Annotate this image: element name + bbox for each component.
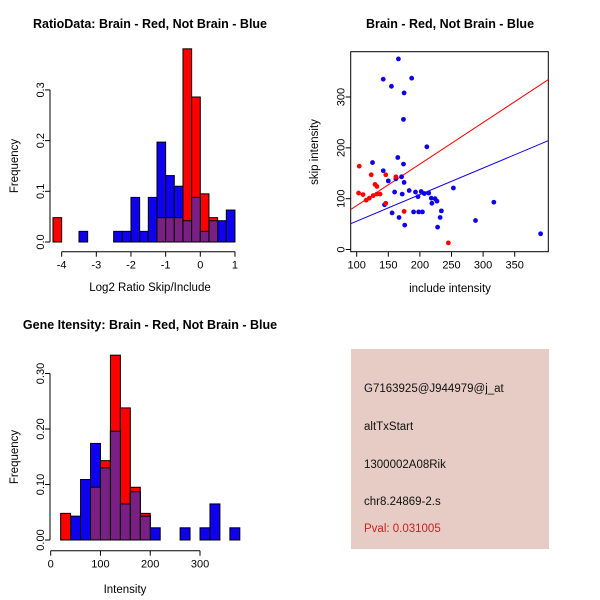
data-point — [473, 218, 478, 223]
x-tick-label: -4 — [56, 259, 67, 272]
y-tick-label: 0.2 — [34, 132, 47, 149]
data-point — [409, 76, 414, 81]
plot-box — [351, 52, 549, 252]
y-tick-label: 0.0 — [34, 234, 47, 250]
hist-bar-red — [61, 513, 71, 540]
data-point — [430, 201, 435, 206]
x-tick-label: 300 — [190, 558, 210, 571]
hist_ratio-bars — [53, 49, 235, 242]
data-point — [357, 164, 362, 169]
data-point — [422, 191, 427, 196]
hist-bar-overlap — [174, 218, 183, 242]
scatter-xlabel: include intensity — [409, 283, 491, 295]
hist-bar-blue — [81, 480, 91, 540]
y-tick-label: 200 — [335, 138, 348, 158]
y-tick-label: 0.10 — [34, 473, 47, 496]
data-point — [402, 223, 407, 228]
data-point — [491, 200, 496, 205]
data-point — [390, 211, 395, 216]
data-point — [401, 117, 406, 122]
data-point — [435, 225, 440, 230]
data-point — [401, 162, 406, 167]
data-point — [435, 199, 440, 204]
hist-gene-ylabel: Frequency — [9, 429, 21, 485]
x-tick-label: 0 — [197, 259, 204, 272]
data-point — [381, 77, 386, 82]
probe-id-text: G7163925@J944979@j_at — [364, 383, 504, 395]
hist-bar-overlap — [120, 504, 130, 540]
data-point — [402, 209, 407, 214]
data-point — [393, 174, 398, 179]
data-point — [439, 208, 444, 213]
event-type-text: altTxStart — [364, 421, 414, 433]
hist-ratio-title: RatioData: Brain - Red, Not Brain - Blue — [32, 17, 268, 31]
data-point — [375, 184, 380, 189]
data-point — [538, 231, 543, 236]
hist-bar-overlap — [130, 492, 140, 540]
data-point — [392, 190, 397, 195]
hist-bar-blue — [150, 528, 160, 540]
x-tick-label: 250 — [442, 259, 461, 272]
hist-bar-blue — [218, 221, 227, 242]
hist-bar-overlap — [100, 468, 110, 540]
hist_gene-plot — [35, 355, 240, 571]
hist-bar-blue — [122, 231, 131, 242]
hist-bar-blue — [140, 231, 149, 242]
scatter_intensity-plot — [336, 52, 549, 272]
scatter-title: Brain - Red, Not Brain - Blue — [365, 17, 535, 31]
hist-bar-overlap — [209, 221, 218, 242]
data-point — [395, 155, 400, 160]
hist-bar-overlap — [157, 218, 166, 242]
data-point — [381, 168, 386, 173]
data-point — [356, 191, 361, 196]
data-point — [402, 180, 407, 185]
hist-bar-red — [183, 49, 192, 242]
scatter-points-blue — [370, 56, 543, 236]
hist_gene-bars — [61, 355, 240, 540]
x-tick-label: 350 — [505, 259, 524, 272]
hist-bar-overlap — [200, 231, 209, 242]
y-tick-label: 0 — [335, 246, 348, 253]
hist-bar-overlap — [166, 218, 175, 242]
hist-bar-blue — [226, 210, 235, 242]
x-tick-label: -1 — [160, 259, 171, 272]
data-point — [383, 172, 388, 177]
data-point — [424, 144, 429, 149]
data-point — [361, 192, 366, 197]
x-tick-label: -3 — [91, 259, 102, 272]
hist-ratio-xlabel: Log2 Ratio Skip/Include — [89, 282, 211, 294]
data-point — [399, 174, 404, 179]
data-point — [402, 91, 407, 96]
y-tick-label: 0.3 — [34, 82, 47, 98]
x-tick-label: 300 — [473, 259, 493, 272]
hist-ratio-ylabel: Frequency — [9, 138, 21, 194]
x-tick-label: 100 — [91, 558, 110, 571]
x-tick-label: 200 — [410, 259, 430, 272]
fit-line-red — [351, 80, 548, 210]
data-point — [407, 188, 412, 193]
x-tick-label: 200 — [141, 558, 160, 571]
hist-bar-overlap — [183, 221, 192, 242]
hist-bar-blue — [210, 504, 220, 540]
hist-bar-blue — [79, 231, 88, 242]
hist-gene-xlabel: Intensity — [103, 584, 147, 596]
data-point — [416, 194, 421, 199]
data-point — [396, 56, 401, 61]
hist-bar-overlap — [110, 431, 120, 540]
y-tick-label: 300 — [335, 87, 348, 107]
y-tick-label: 0.20 — [34, 418, 47, 440]
data-point — [370, 160, 375, 165]
y-tick-label: 100 — [335, 189, 348, 208]
data-point — [383, 201, 388, 206]
data-point — [378, 192, 383, 197]
gene-info-panel — [351, 349, 549, 549]
hist-bar-blue — [180, 528, 190, 540]
y-tick-label: 0.00 — [34, 529, 47, 551]
hist_ratio-plot — [35, 49, 238, 272]
data-point — [420, 209, 425, 214]
pval-text: Pval: 0.031005 — [364, 523, 441, 535]
hist-bar-blue — [71, 516, 81, 540]
hist-bar-blue — [230, 528, 240, 540]
data-point — [386, 178, 391, 183]
location-text: chr8.24869-2.s — [364, 496, 441, 508]
hist-bar-blue — [131, 197, 140, 242]
data-point — [397, 215, 402, 220]
x-tick-label: 1 — [231, 259, 239, 272]
data-point — [426, 191, 431, 196]
hist-bar-blue — [148, 197, 157, 242]
hist-bar-overlap — [91, 487, 101, 540]
data-point — [438, 215, 443, 220]
x-tick-label: 100 — [347, 259, 366, 272]
data-point — [369, 172, 374, 177]
gene-name-text: 1300002A08Rik — [364, 459, 446, 471]
hist-bar-blue — [200, 528, 210, 540]
data-point — [400, 192, 405, 197]
hist-bar-overlap — [192, 197, 201, 242]
data-point — [413, 190, 418, 195]
data-point — [389, 84, 394, 89]
x-tick-label: -2 — [126, 259, 136, 272]
hist-bar-overlap — [140, 516, 150, 540]
data-point — [411, 209, 416, 214]
data-point — [451, 186, 456, 191]
x-tick-label: 150 — [379, 259, 398, 272]
fit-line-blue — [351, 141, 548, 224]
data-point — [446, 240, 451, 245]
scatter-ylabel: skip intensity — [309, 119, 321, 185]
y-tick-label: 0.30 — [34, 362, 47, 385]
hist-gene-title: Gene Itensity: Brain - Red, Not Brain - Blue — [22, 318, 278, 332]
hist-bar-red — [53, 218, 62, 242]
x-tick-label: 0 — [47, 558, 54, 571]
y-tick-label: 0.1 — [34, 183, 47, 199]
hist-bar-blue — [114, 231, 123, 242]
